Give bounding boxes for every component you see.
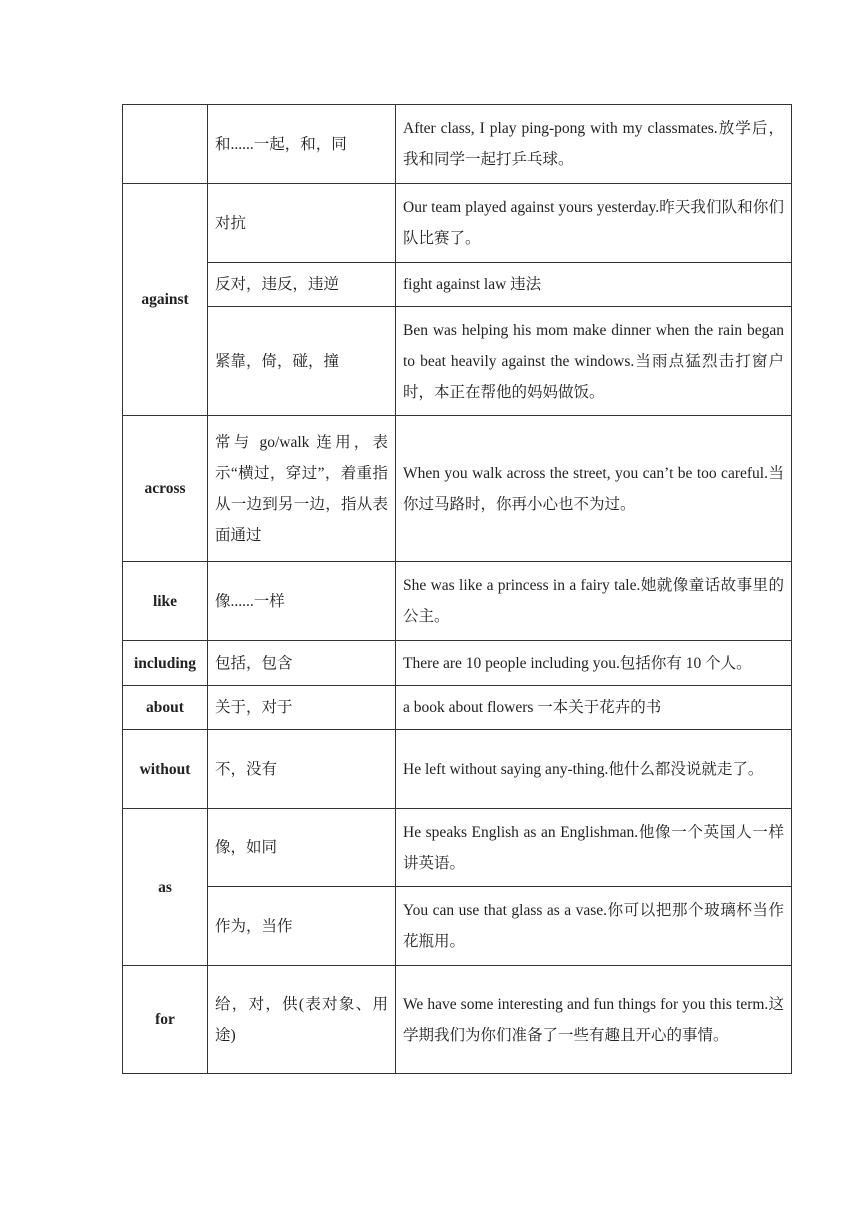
meaning-cell: 关于，对于 (208, 686, 396, 730)
meaning-cell: 给，对，供(表对象、用途) (208, 966, 396, 1074)
meaning-cell: 对抗 (208, 184, 396, 263)
table-row (123, 966, 792, 1074)
meaning-cell: 包括，包含 (208, 641, 396, 686)
example-cell: You can use that glass as a vase.你可以把那个玻璃杯当作花瓶用。 (396, 887, 792, 966)
example-cell: Ben was helping his mom make dinner when the rain began to beat heavily against the windows.当雨点猛烈击打窗户时，本正在帮他的妈妈做饭。 (396, 307, 792, 416)
example-cell: a book about flowers 一本关于花卉的书 (396, 686, 792, 730)
table-row (123, 184, 792, 263)
example-cell: When you walk across the street, you can’t be too careful.当你过马路时，你再小心也不为过。 (396, 416, 792, 562)
table-row (123, 416, 792, 562)
table-row (123, 105, 792, 184)
preposition-table (122, 104, 792, 1074)
word-cell (123, 105, 208, 184)
word-cell: for (123, 966, 208, 1074)
word-cell: without (123, 730, 208, 809)
word-cell: about (123, 686, 208, 730)
meaning-cell: 和......一起，和，同 (208, 105, 396, 184)
word-cell: against (123, 184, 208, 416)
meaning-cell: 像，如同 (208, 809, 396, 887)
table-row (123, 809, 792, 887)
example-cell: She was like a princess in a fairy tale.她就像童话故事里的公主。 (396, 562, 792, 641)
example-cell: fight against law 违法 (396, 263, 792, 307)
table-row (123, 307, 792, 416)
table-row (123, 263, 792, 307)
meaning-cell: 紧靠，倚，碰，撞 (208, 307, 396, 416)
example-cell: He left without saying any-thing.他什么都没说就走了。 (396, 730, 792, 809)
meaning-cell: 不，没有 (208, 730, 396, 809)
example-cell: We have some interesting and fun things for you this term.这学期我们为你们准备了一些有趣且开心的事情。 (396, 966, 792, 1074)
word-cell: as (123, 809, 208, 966)
word-cell: across (123, 416, 208, 562)
example-cell: Our team played against yours yesterday.昨天我们队和你们队比赛了。 (396, 184, 792, 263)
table-row (123, 562, 792, 641)
example-cell: He speaks English as an Englishman.他像一个英国人一样讲英语。 (396, 809, 792, 887)
table-row (123, 730, 792, 809)
meaning-cell: 常与 go/walk 连用，表示“横过，穿过”，着重指从一边到另一边，指从表面通过 (208, 416, 396, 562)
word-cell: like (123, 562, 208, 641)
table-row (123, 641, 792, 686)
meaning-cell: 作为，当作 (208, 887, 396, 966)
meaning-cell: 像......一样 (208, 562, 396, 641)
example-cell: After class, I play ping-pong with my classmates.放学后，我和同学一起打乒乓球。 (396, 105, 792, 184)
word-cell: including (123, 641, 208, 686)
example-cell: There are 10 people including you.包括你有 10 个人。 (396, 641, 792, 686)
meaning-cell: 反对，违反，违逆 (208, 263, 396, 307)
table-row (123, 887, 792, 966)
table-row (123, 686, 792, 730)
